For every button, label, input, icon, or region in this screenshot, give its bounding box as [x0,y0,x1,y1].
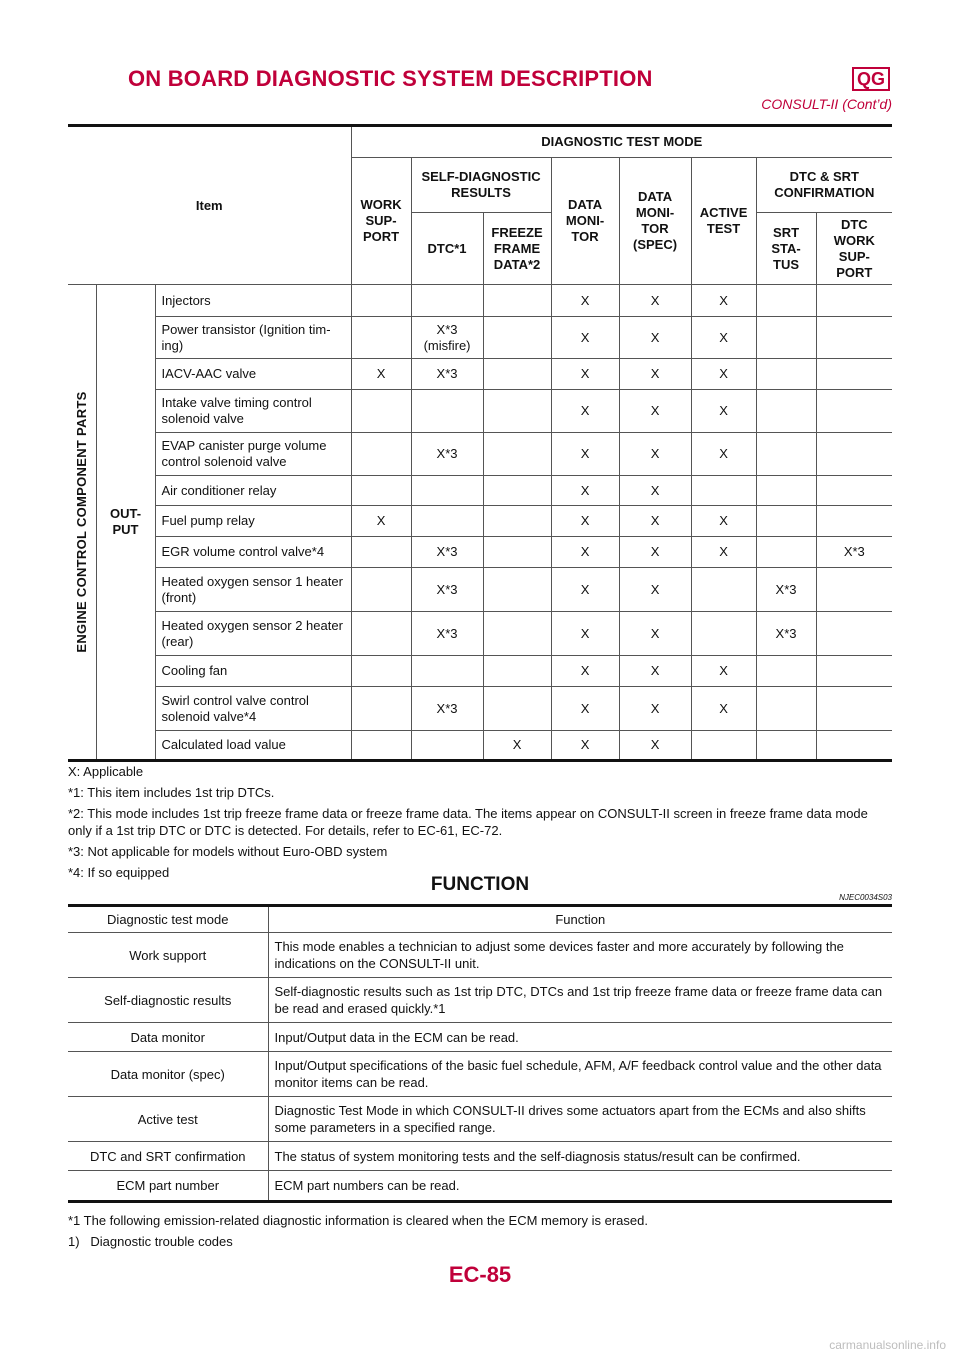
mode-cell [351,656,411,687]
function-description-cell: Input/Output data in the ECM can be read. [268,1023,892,1052]
mode-cell [756,390,816,433]
mode-cell [691,568,756,612]
mode-cell [483,506,551,537]
function-mode-cell: Data monitor (spec) [68,1052,268,1097]
table-row [68,433,892,476]
mode-cell [816,285,892,317]
note-4: *4: If so equipped [68,865,170,880]
mode-cell [483,433,551,476]
item-name: Injectors [155,285,351,317]
mode-cell [816,656,892,687]
category-vertical-text: ENGINE CONTROL COMPONENT PARTS [73,391,89,653]
mode-cell: X*3 [756,612,816,656]
mode-cell: X [483,731,551,761]
section-badge: QG [852,67,890,91]
function-row [68,1171,892,1202]
table-row [68,285,892,317]
diagnostic-test-mode-header: DIAGNOSTIC TEST MODE [351,126,892,158]
mode-cell [483,612,551,656]
col-self-diagnostic-results: SELF-DIAGNOSTIC RESULTS [411,158,551,213]
function-description-cell: Self-diagnostic results such as 1st trip DTC, DTCs and 1st trip freeze frame data or freeze frame data can be read and erased quickly.*1 [268,978,892,1023]
mode-cell [756,656,816,687]
note-2: *2: This mode includes 1st trip freeze frame data or freeze frame data. The items appear on CONSULT-II screen in freeze frame data mode only if a 1st trip DTC or DTC is detected. For details, refer to EC-61, EC-72. [68,806,868,838]
mode-cell: X [619,390,691,433]
mode-cell [756,476,816,506]
page-subtitle: CONSULT-II (Cont’d) [761,96,892,112]
item-name: Intake valve timing control solenoid valve [155,390,351,433]
mode-cell [351,285,411,317]
mode-cell: X [551,506,619,537]
mode-cell [816,390,892,433]
mode-cell [483,285,551,317]
mode-cell: X [691,285,756,317]
function-head-mode: Diagnostic test mode [68,906,268,933]
table-notes [68,763,894,885]
mode-cell: X [619,612,691,656]
mode-cell: X [551,731,619,761]
mode-cell: X [351,506,411,537]
mode-cell: X [551,433,619,476]
col-data-monitor: DATA MONI- TOR [551,158,619,285]
item-name: Cooling fan [155,656,351,687]
mode-cell: X*3 [411,568,483,612]
function-mode-cell: ECM part number [68,1171,268,1202]
category-output-label: OUT- PUT [96,285,155,761]
mode-cell: X [691,317,756,359]
col-dtc-work-support: DTC WORK SUP- PORT [816,213,892,285]
mode-cell [351,537,411,568]
function-mode-cell: Self-diagnostic results [68,978,268,1023]
diagnostic-mode-table [68,124,892,762]
function-mode-cell: Active test [68,1097,268,1142]
mode-cell: X [551,537,619,568]
mode-cell [691,476,756,506]
function-row [68,933,892,978]
mode-cell [483,476,551,506]
mode-cell: X [691,537,756,568]
mode-cell [756,433,816,476]
mode-cell: X [619,476,691,506]
page-number: EC-85 [448,1262,512,1287]
category-vertical-label [68,285,96,761]
col-dtc-srt-confirmation: DTC & SRT CONFIRMATION [756,158,892,213]
mode-cell: X*3 [411,612,483,656]
mode-cell [411,285,483,317]
table-row [68,476,892,506]
function-mode-cell: DTC and SRT confirmation [68,1142,268,1171]
item-name: Swirl control valve control solenoid valve*4 [155,687,351,731]
mode-cell: X [551,612,619,656]
function-table [68,904,892,1203]
mode-cell: X*3 [411,433,483,476]
mode-cell [756,537,816,568]
table-row [68,390,892,433]
mode-cell [756,317,816,359]
note-1: *1: This item includes 1st trip DTCs. [68,785,275,800]
mode-cell: X [619,506,691,537]
note-applicable: X: Applicable [68,764,144,779]
item-name: Power transistor (Ignition tim- ing) [155,317,351,359]
table-row [68,731,892,761]
function-mode-cell: Data monitor [68,1023,268,1052]
mode-cell: X [551,568,619,612]
col-freeze-frame-data: FREEZE FRAME DATA*2 [483,213,551,285]
function-head-function: Function [268,906,892,933]
page-title: ON BOARD DIAGNOSTIC SYSTEM DESCRIPTION [128,66,653,91]
mode-cell [483,687,551,731]
mode-cell: X*3 [756,568,816,612]
mode-cell: X [619,731,691,761]
mode-cell [351,731,411,761]
mode-cell: X [351,359,411,390]
function-description-cell: The status of system monitoring tests and the self-diagnosis status/result can be confirmed. [268,1142,892,1171]
function-row [68,1097,892,1142]
mode-cell: X [551,359,619,390]
mode-cell [483,359,551,390]
function-heading: FUNCTION [430,874,530,895]
mode-cell [816,506,892,537]
mode-cell: X [551,656,619,687]
mode-cell [351,317,411,359]
mode-cell: X [691,656,756,687]
mode-cell [483,537,551,568]
footer-notes [68,1212,894,1254]
mode-cell: X [619,537,691,568]
col-srt-status: SRT STA- TUS [756,213,816,285]
mode-cell [351,390,411,433]
mode-cell: X [691,687,756,731]
item-name: EVAP canister purge volume control solenoid valve [155,433,351,476]
mode-cell [351,612,411,656]
mode-cell [351,476,411,506]
mode-cell: X*3 [411,537,483,568]
table-row [68,317,892,359]
item-name: Fuel pump relay [155,506,351,537]
mode-cell: X [551,476,619,506]
col-work-support: WORK SUP- PORT [351,158,411,285]
note-3: *3: Not applicable for models without Euro-OBD system [68,844,388,859]
mode-cell [483,317,551,359]
table-row [68,359,892,390]
mode-cell [816,687,892,731]
mode-cell [351,687,411,731]
function-description-cell: This mode enables a technician to adjust some devices faster and more accurately by following the indications on the CONSULT-II unit. [268,933,892,978]
mode-cell: X*3 [816,537,892,568]
mode-cell: X [551,390,619,433]
function-row [68,1023,892,1052]
mode-cell: X [619,433,691,476]
function-mode-cell: Work support [68,933,268,978]
item-name: Air conditioner relay [155,476,351,506]
mode-cell [483,390,551,433]
function-reference-code: NJEC0034S03 [839,893,892,902]
mode-cell [756,687,816,731]
mode-cell: X*3 [411,687,483,731]
col-dtc1: DTC*1 [411,213,483,285]
item-name: EGR volume control valve*4 [155,537,351,568]
table-row [68,537,892,568]
mode-cell: X*3 (misfire) [411,317,483,359]
table-row [68,506,892,537]
mode-cell [691,612,756,656]
footer-note-1: *1 The following emission-related diagnostic information is cleared when the ECM memory is erased. [68,1213,648,1228]
table-row [68,656,892,687]
mode-cell [351,568,411,612]
col-active-test: ACTIVE TEST [691,158,756,285]
mode-cell: X [619,285,691,317]
mode-cell: X [691,359,756,390]
function-description-cell: ECM part numbers can be read. [268,1171,892,1202]
mode-cell [756,506,816,537]
mode-cell [411,506,483,537]
mode-cell [816,612,892,656]
table-row [68,687,892,731]
item-name: Heated oxygen sensor 1 heater (front) [155,568,351,612]
mode-cell: X [551,687,619,731]
function-description-cell: Input/Output specifications of the basic fuel schedule, AFM, A/F feedback control value and the other data monitor items can be read. [268,1052,892,1097]
mode-cell [756,359,816,390]
mode-cell [816,433,892,476]
mode-cell [691,731,756,761]
function-table-body [68,933,892,1202]
mode-cell: X [619,359,691,390]
function-description-cell: Diagnostic Test Mode in which CONSULT-II drives some actuators apart from the ECMs and also shifts some parameters in a specified range. [268,1097,892,1142]
function-row [68,978,892,1023]
mode-cell: X [691,390,756,433]
function-row [68,1142,892,1171]
diagnostic-table-body [68,285,892,761]
footer-note-2: 1) Diagnostic trouble codes [68,1234,233,1249]
watermark: carmanualsonline.info [829,1338,946,1352]
mode-cell: X [619,687,691,731]
item-name: IACV-AAC valve [155,359,351,390]
function-row [68,1052,892,1097]
mode-cell [351,433,411,476]
table-row [68,612,892,656]
mode-cell: X [551,317,619,359]
mode-cell [483,568,551,612]
mode-cell: X [619,317,691,359]
item-header: Item [68,126,351,285]
mode-cell [816,317,892,359]
mode-cell [483,656,551,687]
mode-cell [816,476,892,506]
mode-cell [411,390,483,433]
item-name: Heated oxygen sensor 2 heater (rear) [155,612,351,656]
item-name: Calculated load value [155,731,351,761]
mode-cell: X [691,506,756,537]
mode-cell [756,731,816,761]
mode-cell: X*3 [411,359,483,390]
mode-cell: X [551,285,619,317]
mode-cell [756,285,816,317]
mode-cell [816,731,892,761]
col-data-monitor-spec: DATA MONI- TOR (SPEC) [619,158,691,285]
mode-cell [411,476,483,506]
mode-cell: X [619,656,691,687]
mode-cell [816,359,892,390]
table-row [68,568,892,612]
mode-cell [816,568,892,612]
mode-cell: X [619,568,691,612]
mode-cell [411,656,483,687]
mode-cell [411,731,483,761]
mode-cell: X [691,433,756,476]
